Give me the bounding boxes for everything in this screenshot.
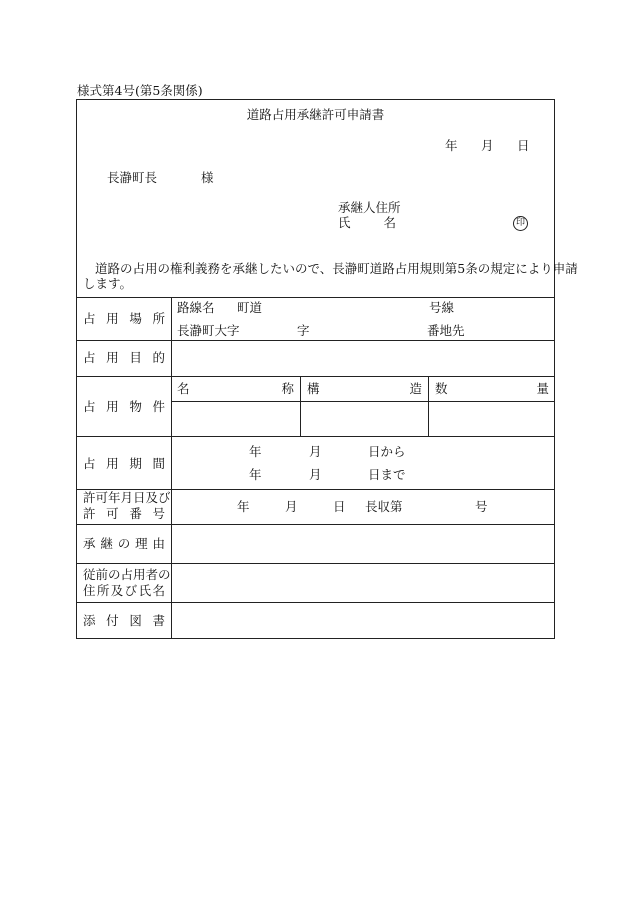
route-number-label: 号線 [429,300,455,315]
lot-label: 番地先 [427,323,465,338]
application-form [76,99,578,639]
period-to-day: 日まで [368,467,406,482]
permit-day: 日 [333,499,346,514]
town-road-label: 町道 [237,300,263,315]
applicant-name-label: 氏 名 [338,215,396,230]
date-month: 月 [481,138,494,153]
permit-month: 月 [285,499,298,514]
period-to-month: 月 [309,467,322,482]
form-title: 道路占用承継許可申請書 [246,107,385,122]
statement-line-2: します。 [83,276,133,291]
period-to-year: 年 [249,467,262,482]
property-col-quantity: 数 量 [435,381,549,396]
form-number: 様式第4号(第5条関係) [77,83,203,98]
permit-office: 長収第 [365,499,403,514]
permit-label-line-2: 許 可 番 号 [83,506,165,521]
period-from-day: 日から [368,444,406,459]
addressee-name: 長瀞町長 [107,170,158,185]
aza-label: 字 [297,323,310,338]
addressee-honorific: 様 [201,170,214,185]
period-label: 占 用 期 間 [83,456,165,471]
date-year: 年 [445,138,458,153]
property-col-structure: 構 造 [307,381,422,396]
date-day: 日 [517,138,530,153]
reason-label: 承 継 の 理 由 [83,536,165,551]
permit-year: 年 [237,499,250,514]
property-label: 占 用 物 件 [83,399,165,414]
seal-mark-icon: 印 [513,216,528,231]
statement-line-1: 道路の占用の権利義務を承継したいので、長瀞町道路占用規則第5条の規定により申請 [95,261,578,276]
applicant-address-label: 承継人住所 [338,200,401,215]
previous-label-line-2: 住 所 及 び 氏 名 [83,583,165,598]
route-name-label: 路線名 [177,300,215,315]
permit-number: 号 [475,499,488,514]
attachments-label: 添 付 図 書 [83,613,165,628]
purpose-label: 占 用 目 的 [83,350,165,365]
period-from-year: 年 [249,444,262,459]
location-label: 占 用 場 所 [83,311,165,326]
period-from-month: 月 [309,444,322,459]
property-col-name: 名 称 [177,381,294,396]
oaza-label: 長瀞町大字 [177,323,240,338]
permit-label-line-1: 許可年月日及び [83,490,171,505]
previous-label-line-1: 従前の占用者の [83,567,171,582]
